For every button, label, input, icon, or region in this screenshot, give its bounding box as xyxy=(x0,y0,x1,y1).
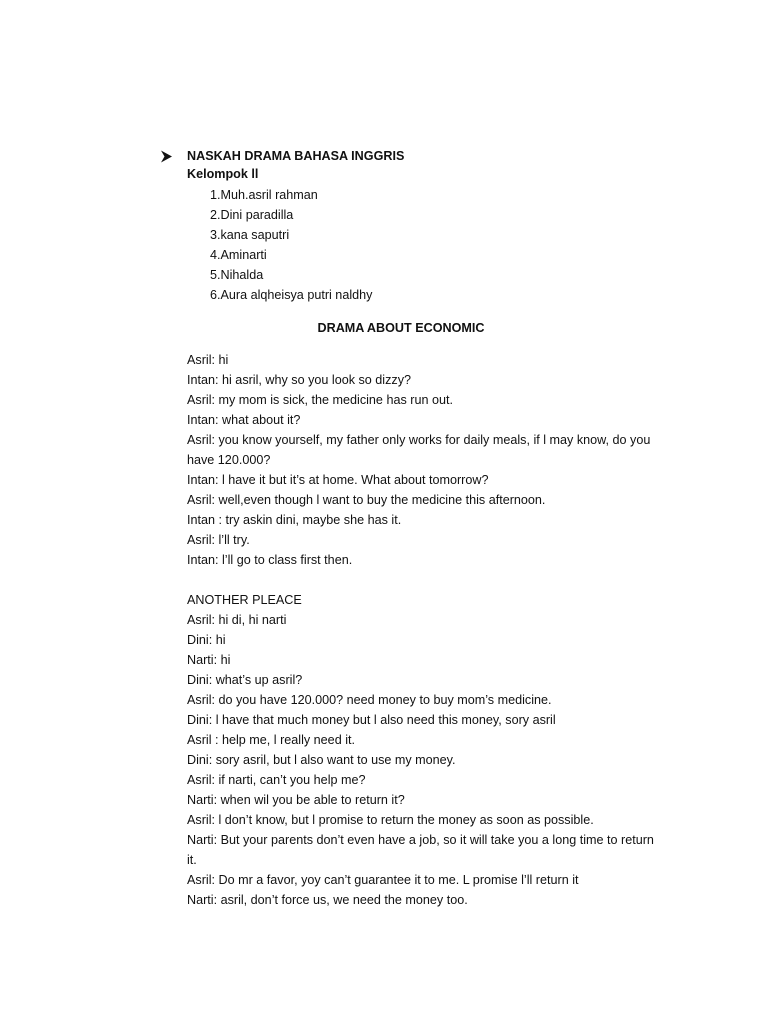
dialogue-line: Dini: l have that much money but l also need this money, sory asril xyxy=(187,713,556,727)
arrow-bullet-icon xyxy=(160,150,187,163)
member-item: 1.Muh.asril rahman xyxy=(210,188,318,202)
dialogue-line: Asril : help me, l really need it. xyxy=(187,733,355,747)
member-item: 4.Aminarti xyxy=(210,248,267,262)
dialogue-line: Dini: hi xyxy=(187,633,226,647)
document-title: NASKAH DRAMA BAHASA INGGRIS xyxy=(187,149,405,163)
dialogue-block xyxy=(187,350,662,910)
dialogue-line: Asril: Do mr a favor, yoy can’t guarantee it to me. L promise l’ll return it xyxy=(187,873,579,887)
dialogue-line: Intan: l’ll go to class first then. xyxy=(187,553,353,567)
member-item: 6.Aura alqheisya putri naldhy xyxy=(210,288,373,302)
member-item: 3.kana saputri xyxy=(210,228,290,242)
dialogue-line: Asril: do you have 120.000? need money to buy mom’s medicine. xyxy=(187,693,552,707)
dialogue-line: Asril: hi di, hi narti xyxy=(187,613,287,627)
dialogue-line: Narti: asril, don’t force us, we need the money too. xyxy=(187,893,468,907)
section-title: DRAMA ABOUT ECONOMIC xyxy=(317,321,485,335)
dialogue-line: Intan: l have it but it’s at home. What about tomorrow? xyxy=(187,473,489,487)
dialogue-line: Intan: what about it? xyxy=(187,413,301,427)
dialogue-line: Asril: you know yourself, my father only works for daily meals, if l may know, do you have 120.000? xyxy=(187,433,651,467)
dialogue-line: Intan: hi asril, why so you look so dizzy? xyxy=(187,373,411,387)
dialogue-line: Asril: well,even though l want to buy the medicine this afternoon. xyxy=(187,493,546,507)
dialogue-line: Narti: hi xyxy=(187,653,231,667)
heading-row xyxy=(160,146,404,166)
dialogue-line: Asril: if narti, can’t you help me? xyxy=(187,773,366,787)
dialogue-line: Asril: l’ll try. xyxy=(187,533,250,547)
member-item: 2.Dini paradilla xyxy=(210,208,294,222)
dialogue-line: Narti: But your parents don’t even have a job, so it will take you a long time to return it. xyxy=(187,833,654,867)
blank-line xyxy=(187,570,662,590)
member-item: 5.Nihalda xyxy=(210,268,264,282)
group-label: Kelompok ll xyxy=(187,167,259,181)
dialogue-line: Dini: what’s up asril? xyxy=(187,673,303,687)
dialogue-line: Narti: when wil you be able to return it? xyxy=(187,793,405,807)
dialogue-line: Asril: my mom is sick, the medicine has run out. xyxy=(187,393,453,407)
dialogue-line: Asril: hi xyxy=(187,353,229,367)
dialogue-line: Asril: l don’t know, but l promise to return the money as soon as possible. xyxy=(187,813,594,827)
scene-heading: ANOTHER PLEACE xyxy=(187,593,302,607)
dialogue-line: Dini: sory asril, but l also want to use my money. xyxy=(187,753,456,767)
dialogue-line: Intan : try askin dini, maybe she has it. xyxy=(187,513,402,527)
